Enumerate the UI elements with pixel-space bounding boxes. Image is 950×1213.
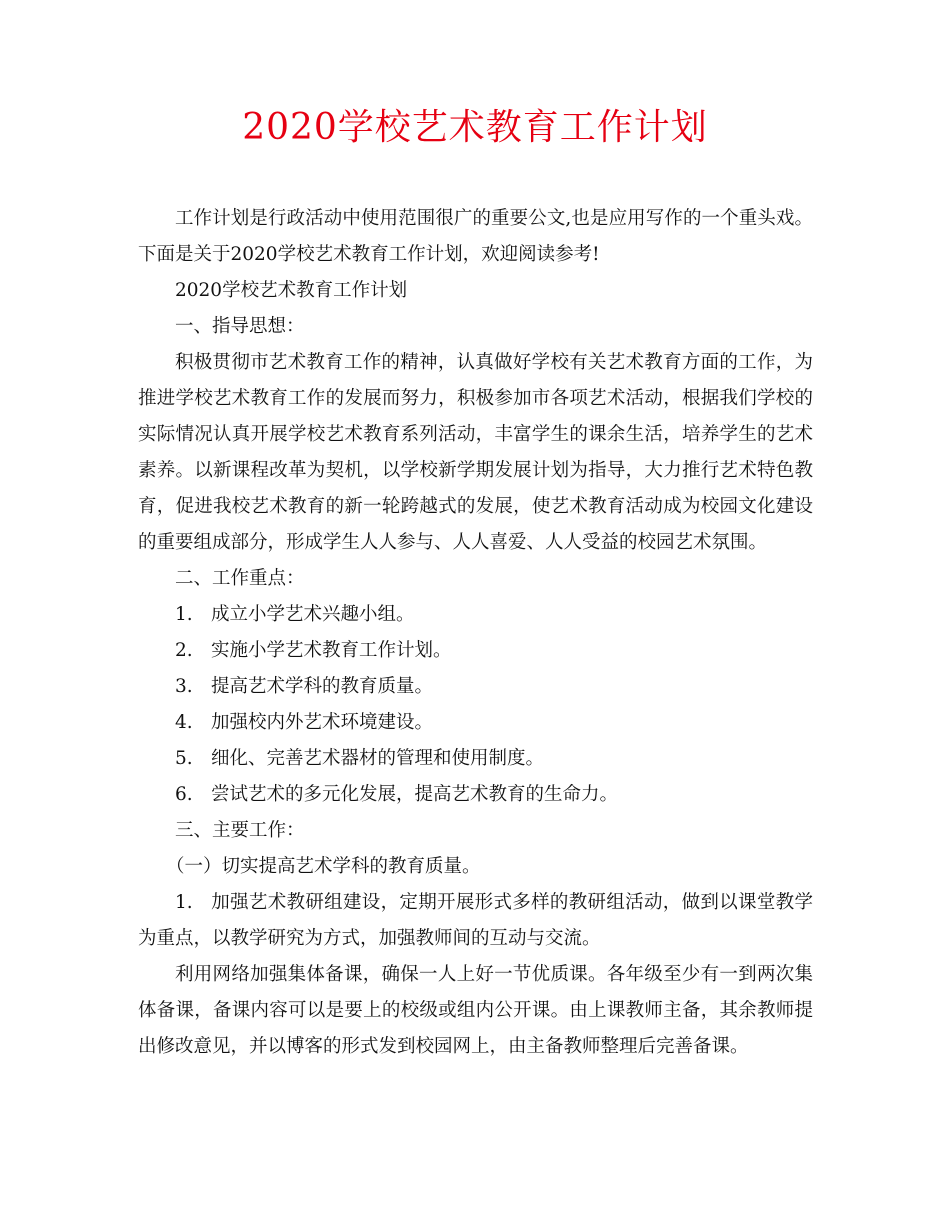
list-item-number: 5.	[175, 748, 193, 769]
list-item-text: 实施小学艺术教育工作计划。	[211, 640, 452, 661]
list-item	[138, 741, 813, 777]
list-item	[138, 633, 813, 669]
list-item-number: 3.	[175, 676, 193, 697]
list-item-number: 1.	[175, 892, 193, 913]
section-3-subheading: （一）切实提高艺术学科的教育质量。	[166, 856, 481, 877]
document-body	[138, 201, 813, 1065]
list-item-text: 提高艺术学科的教育质量。	[211, 676, 434, 697]
list-item-text: 成立小学艺术兴趣小组。	[211, 604, 415, 625]
list-item-text: 加强校内外艺术环境建设。	[211, 712, 434, 733]
section-2-list	[138, 597, 813, 813]
section-3-paragraph: 利用网络加强集体备课，确保一人上好一节优质课。各年级至少有一到两次集体备课，备课内容可以是要上的校级或组内公开课。由上课教师主备，其余教师提出修改意见，并以博客的形式发到校园网上，由主备教师整理后完善备课。	[138, 964, 813, 1057]
list-item-number: 1.	[175, 604, 193, 625]
section-1-heading: 一、指导思想：	[175, 316, 305, 337]
list-item-number: 2.	[175, 640, 193, 661]
list-item	[138, 669, 813, 705]
list-item-text: 尝试艺术的多元化发展，提高艺术教育的生命力。	[211, 784, 619, 805]
section-1-paragraph: 积极贯彻市艺术教育工作的精神，认真做好学校有关艺术教育方面的工作，为推进学校艺术教育工作的发展而努力，积极参加市各项艺术活动，根据我们学校的实际情况认真开展学校艺术教育系列活动，丰富学生的课余生活，培养学生的艺术素养。以新课程改革为契机，以学校新学期发展计划为指导，大力推行艺术特色教育，促进我校艺术教育的新一轮跨越式的发展，使艺术教育活动成为校园文化建设的重要组成部分，形成学生人人参与、人人喜爱、人人受益的校园艺术氛围。	[138, 352, 813, 553]
subtitle-line: 2020学校艺术教育工作计划	[175, 280, 408, 301]
list-item	[138, 777, 813, 813]
list-item-number: 4.	[175, 712, 193, 733]
intro-paragraph: 工作计划是行政活动中使用范围很广的重要公文,也是应用写作的一个重头戏。下面是关于2020学校艺术教育工作计划，欢迎阅读参考!	[138, 208, 813, 265]
section-2-heading: 二、工作重点：	[175, 568, 305, 589]
list-item-text: 加强艺术教研组建设，定期开展形式多样的教研组活动，做到以课堂教学为重点，以教学研究为方式，加强教师间的互动与交流。	[138, 892, 813, 949]
document-title: 2020学校艺术教育工作计划	[242, 107, 708, 148]
list-item	[138, 705, 813, 741]
list-item-text: 细化、完善艺术器材的管理和使用制度。	[211, 748, 545, 769]
list-item-number: 6.	[175, 784, 193, 805]
section-3-item-1	[138, 885, 813, 957]
list-item	[138, 597, 813, 633]
section-3-heading: 三、主要工作：	[175, 820, 305, 841]
